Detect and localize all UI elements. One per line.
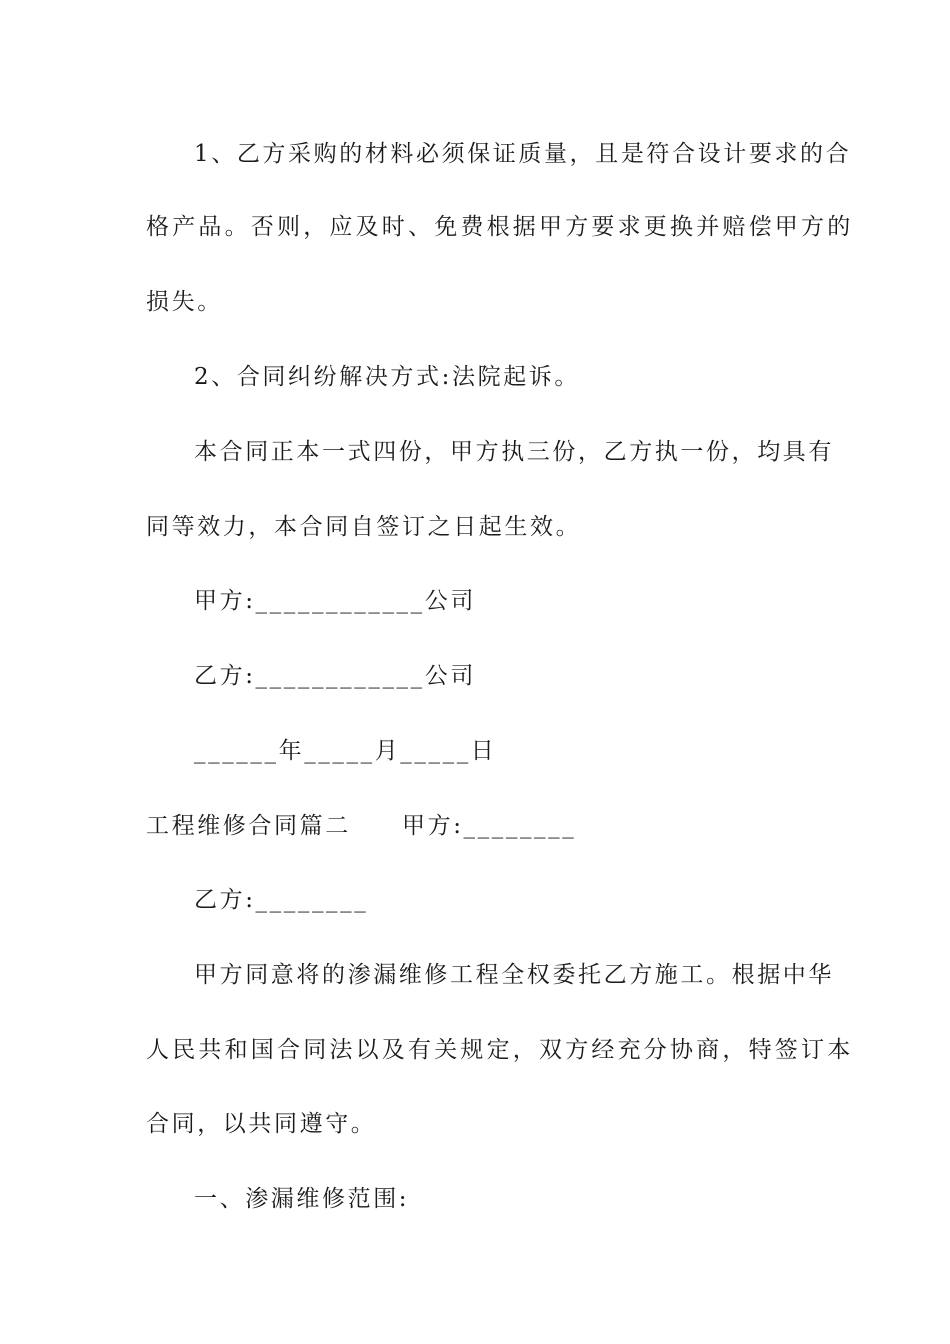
copies-clause-line-2: 同等效力，本合同自签订之日起生效。 bbox=[146, 514, 582, 540]
clause-1-line-3: 损失。 bbox=[146, 289, 223, 315]
signature-date: ______年_____月_____日 bbox=[194, 738, 497, 764]
section-heading-scope: 一、渗漏维修范围: bbox=[194, 1186, 410, 1212]
clause-1-line-1: 1、乙方采购的材料必须保证质量，且是符合设计要求的合 bbox=[194, 141, 852, 167]
party-b-signature: 乙方:____________公司 bbox=[194, 663, 476, 689]
copies-clause-line-1: 本合同正本一式四份，甲方执三份，乙方执一份，均具有 bbox=[194, 439, 834, 465]
section-title-and-party-a: 工程维修合同篇二 甲方:________ bbox=[146, 813, 577, 839]
clause-2: 2、合同纠纷解决方式:法院起诉。 bbox=[194, 364, 580, 390]
intro-line-3: 合同，以共同遵守。 bbox=[146, 1111, 377, 1137]
intro-line-1: 甲方同意将的渗漏维修工程全权委托乙方施工。根据中华 bbox=[194, 962, 834, 988]
party-a-signature: 甲方:____________公司 bbox=[194, 588, 476, 614]
intro-line-2: 人民共和国合同法以及有关规定，双方经充分协商，特签订本 bbox=[146, 1037, 854, 1063]
clause-1-line-2: 格产品。否则，应及时、免费根据甲方要求更换并赔偿甲方的 bbox=[146, 214, 854, 240]
party-b-line: 乙方:________ bbox=[194, 887, 369, 913]
